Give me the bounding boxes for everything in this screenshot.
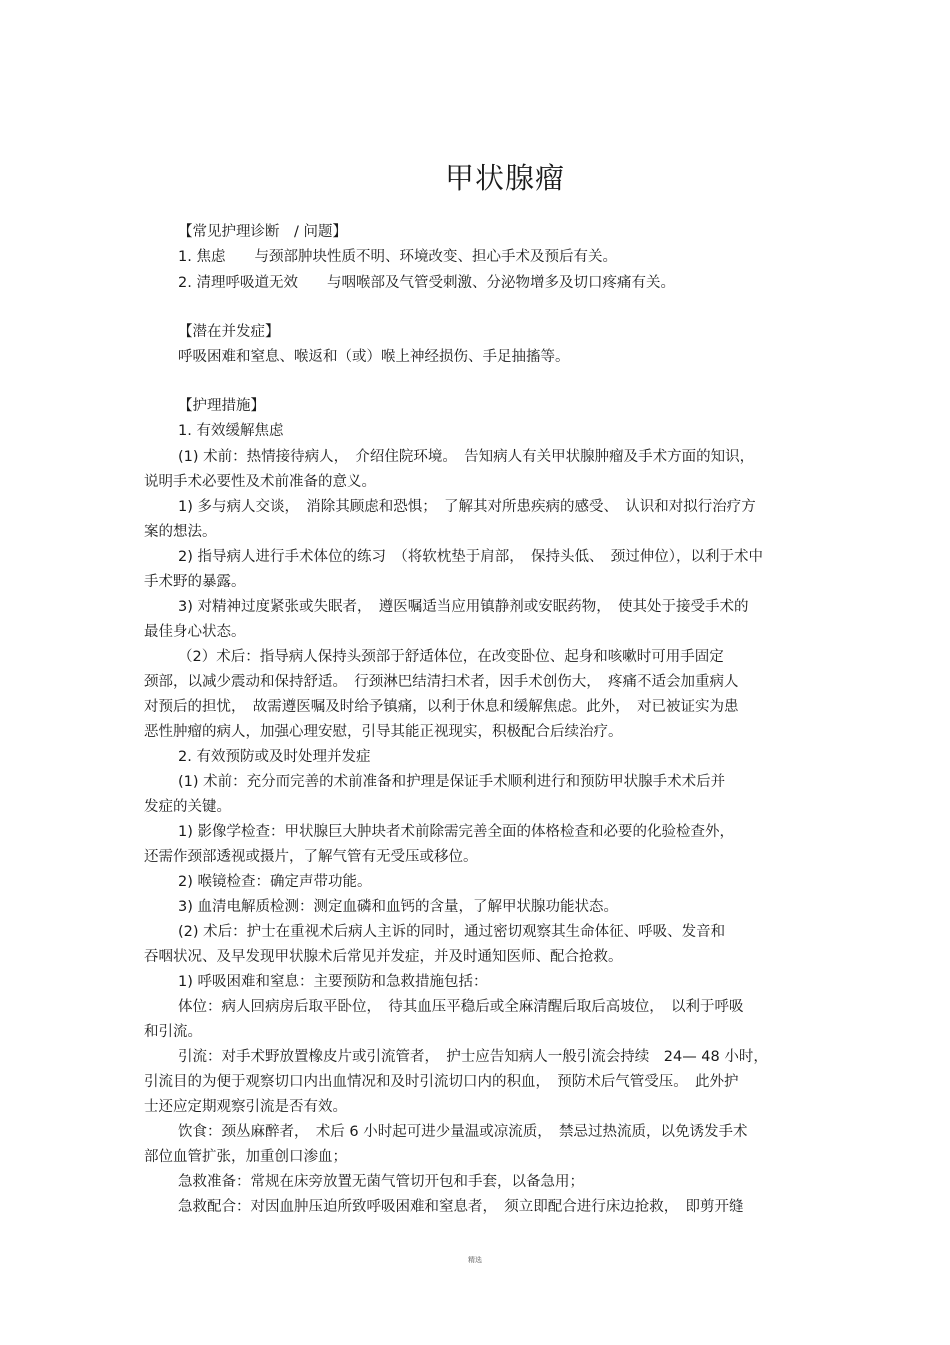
text-line: 【护理措施】: [178, 398, 265, 414]
text-line: 引流：对手术野放置橡皮片或引流管者， 护士应告知病人一般引流会持续 24— 48 小时，: [178, 1049, 768, 1065]
text-line: 案的想法。: [144, 524, 217, 540]
text-line: 2) 喉镜检查：确定声带功能。: [178, 874, 372, 890]
text-line: 手术野的暴露。: [144, 574, 246, 590]
text-line: 呼吸困难和窒息、喉返和（或）喉上神经损伤、手足抽搐等。: [178, 349, 570, 365]
page-title: 甲状腺瘤: [444, 161, 565, 195]
text-line: 饮食：颈丛麻醉者， 术后 6 小时起可进少量温或凉流质， 禁忌过热流质，以免诱发手术: [178, 1124, 748, 1140]
text-line: (2) 术后：护士在重视术后病人主诉的同时，通过密切观察其生命体征、呼吸、发音和: [178, 924, 726, 940]
text-line: 说明手术必要性及术前准备的意义。: [144, 474, 376, 490]
text-line: (1) 术前：热情接待病人， 介绍住院环境。 告知病人有关甲状腺肿瘤及手术方面的知识，: [178, 449, 755, 465]
text-line: 1. 有效缓解焦虑: [178, 423, 284, 439]
text-line: 士还应定期观察引流是否有效。: [144, 1099, 347, 1115]
text-line: 急救准备：常规在床旁放置无菌气管切开包和手套，以备急用；: [178, 1174, 584, 1190]
text-line: 2. 有效预防或及时处理并发症: [178, 749, 371, 765]
text-line: 还需作颈部透视或摄片，了解气管有无受压或移位。: [144, 849, 478, 865]
text-line: 和引流。: [144, 1024, 202, 1040]
text-line: 1) 呼吸困难和窒息：主要预防和急救措施包括：: [178, 974, 488, 990]
text-line: 3) 对精神过度紧张或失眠者， 遵医嘱适当应用镇静剂或安眠药物， 使其处于接受手术的: [178, 599, 749, 615]
text-line: 1) 多与病人交谈， 消除其顾虑和恐惧； 了解其对所患疾病的感受、 认识和对拟行治疗方: [178, 499, 756, 515]
text-line: 恶性肿瘤的病人，加强心理安慰，引导其能正视现实，积极配合后续治疗。: [144, 724, 623, 740]
text-line: 部位血管扩张，加重创口渗血；: [144, 1149, 347, 1165]
text-line: 引流目的为便于观察切口内出血情况和及时引流切口内的积血， 预防术后气管受压。 此外护: [144, 1074, 739, 1090]
text-line: 3) 血清电解质检测：测定血磷和血钙的含量，了解甲状腺功能状态。: [178, 899, 618, 915]
text-line: 最佳身心状态。: [144, 624, 246, 640]
text-line: 2) 指导病人进行手术体位的练习 （将软枕垫于肩部， 保持头低、 颈过伸位），以利于术中: [178, 549, 763, 565]
page-footer: 精选: [468, 1256, 482, 1264]
text-line: 急救配合：对因血肿压迫所致呼吸困难和窒息者， 须立即配合进行床边抢救， 即剪开缝: [178, 1199, 744, 1215]
text-line: 发症的关键。: [144, 799, 231, 815]
text-line: (1) 术前：充分而完善的术前准备和护理是保证手术顺利进行和预防甲状腺手术术后并: [178, 774, 726, 790]
text-line: 吞咽状况、及早发现甲状腺术后常见并发症，并及时通知医师、配合抢救。: [144, 949, 623, 965]
text-line: 体位：病人回病房后取平卧位， 待其血压平稳后或全麻清醒后取后高坡位， 以利于呼吸: [178, 999, 744, 1015]
text-line: （2）术后：指导病人保持头颈部于舒适体位，在改变卧位、起身和咳嗽时可用手固定: [178, 649, 724, 665]
text-line: 【常见护理诊断 / 问题】: [178, 224, 347, 240]
text-line: 1) 影像学检查：甲状腺巨大肿块者术前除需完善全面的体格检查和必要的化验检查外，: [178, 824, 734, 840]
text-line: 1. 焦虑 与颈部肿块性质不明、环境改变、担心手术及预后有关。: [178, 249, 617, 265]
text-line: 【潜在并发症】: [178, 324, 280, 340]
text-line: 2. 清理呼吸道无效 与咽喉部及气管受刺激、分泌物增多及切口疼痛有关。: [178, 275, 675, 291]
text-line: 对预后的担忧， 故需遵医嘱及时给予镇痛，以利于休息和缓解焦虑。此外， 对已被证实为患: [144, 699, 739, 715]
text-line: 颈部，以减少震动和保持舒适。 行颈淋巴结清扫术者，因手术创伤大， 疼痛不适会加重病人: [144, 674, 739, 690]
